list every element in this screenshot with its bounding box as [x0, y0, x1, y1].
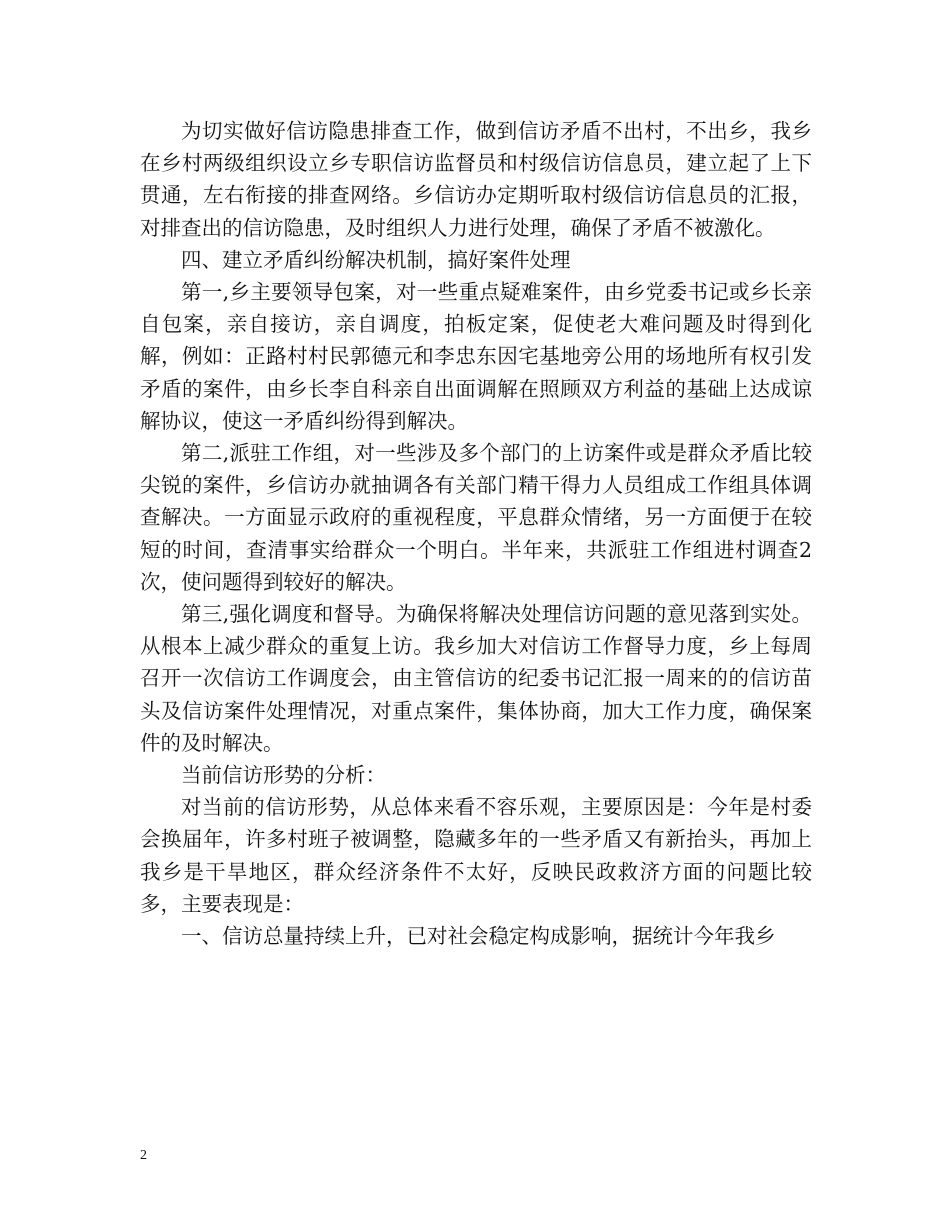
paragraph-inspection-network: 为切实做好信访隐患排查工作，做到信访矛盾不出村，不出乡，我乡在乡村两级组织设立乡专职信访监督员和村级信访信息员，建立起了上下贯通，左右衔接的排查网络。乡信访办定期听取村级信访信息员的汇报，对排查出的信访隐患，及时组织人力进行处理，确保了矛盾不被激化。 [140, 119, 812, 240]
paragraph-supervision: 第三,强化调度和督导。为确保将解决处理信访问题的意见落到实处。从根本上减少群众的重复上访。我乡加大对信访工作督导力度，乡上每周召开一次信访工作调度会，由主管信访的纪委书记汇报一周来的的信访苗头及信访案件处理情况，对重点案件，集体协商，加大工作力度，确保案件的及时解决。 [140, 602, 812, 755]
paragraph-work-team: 第二,派驻工作组，对一些涉及多个部门的上访案件或是群众矛盾比较尖锐的案件，乡信访办就抽调各有关部门精干得力人员组成工作组具体调查解决。一方面显示政府的重视程度，平息群众情绪，另一方面便于在较短的时间，查清事实给群众一个明白。半年来，共派驻工作组进村调查2次，使问题得到较好的解决。 [140, 441, 812, 594]
document-body [140, 115, 812, 952]
paragraph-leader-case: 第一,乡主要领导包案，对一些重点疑难案件，由乡党委书记或乡长亲自包案，亲自接访，亲自调度，拍板定案，促使老大难问题及时得到化解，例如：正路村村民郭德元和李忠东因宅基地旁公用的场地所有权引发矛盾的案件，由乡长李自科亲自出面调解在照顾双方利益的基础上达成谅解协议，使这一矛盾纠纷得到解决。 [140, 280, 812, 433]
section-heading-situation-analysis: 当前信访形势的分析： [181, 763, 386, 788]
paragraph-overall-situation: 对当前的信访形势，从总体来看不容乐观，主要原因是：今年是村委会换届年，许多村班子被调整，隐藏多年的一些矛盾又有新抬头，再加上我乡是干旱地区，群众经济条件不太好，反映民政救济方面的问题比较多，主要表现是： [140, 795, 812, 916]
paragraph-petition-volume: 一、信访总量持续上升，已对社会稳定构成影响，据统计今年我乡 [181, 924, 776, 949]
page-number: 2 [140, 1148, 147, 1163]
section-heading-dispute-mechanism: 四、建立矛盾纠纷解决机制，搞好案件处理 [181, 247, 571, 272]
